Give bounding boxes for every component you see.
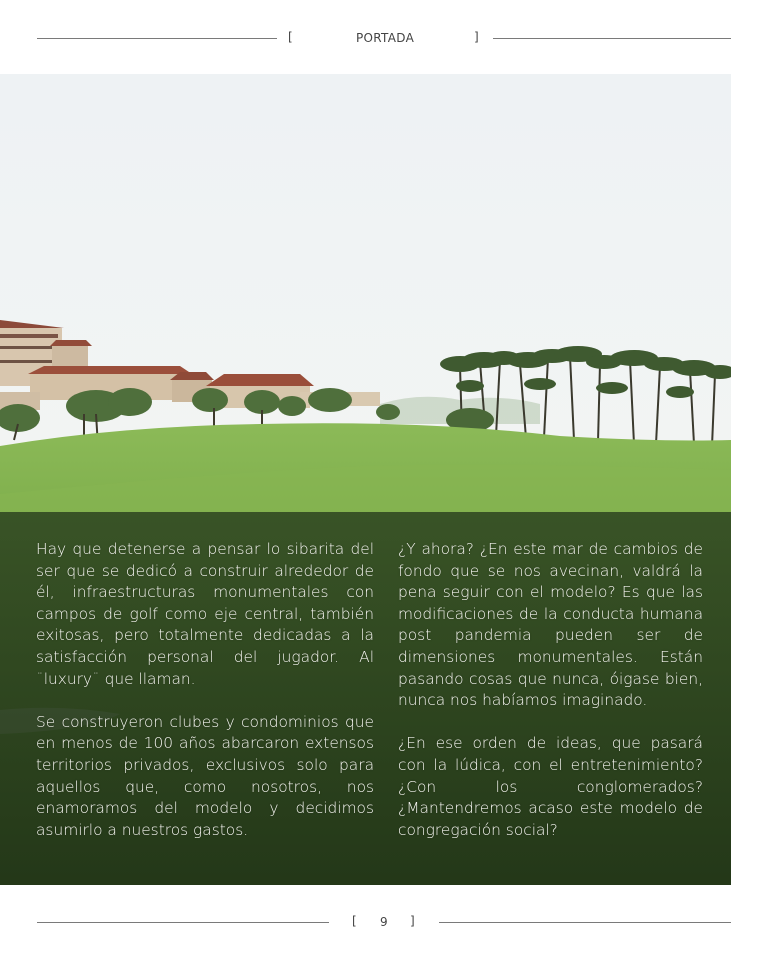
header-bracket-right: ] [474, 30, 479, 44]
paragraph: ¿En ese orden de ideas, que pasará con la lúdica, con el entretenimiento? ¿Con los conglomerados? ¿Mantendremos acaso este modelo de congregación social? [398, 734, 703, 839]
header-rule-right [493, 38, 731, 39]
footer-bracket-right: ] [410, 914, 415, 928]
page-header [0, 0, 768, 76]
paragraph: Se construyeron clubes y condominios que en menos de 100 años abarcaron extensos territorios privados, exclusivos solo para aquellos que, como nosotros, nos enamoramos del modelo y decidimos asumirlo a nuestros gastos. [36, 712, 374, 839]
page-number: 9 [380, 915, 388, 929]
footer-bracket-left: [ [352, 914, 357, 928]
hero-image [0, 74, 731, 885]
section-title: PORTADA [356, 31, 415, 45]
paragraph: Hay que detenerse a pensar lo sibarita del ser que se dedicó a construir alrededor de él, infraestructuras monumentales con campos de golf como eje central, también exitosas, pero totalmente dedicadas a la satisfacción personal del jugador. Al ¨luxury¨ que llaman. [36, 540, 374, 688]
header-bracket-left: [ [288, 30, 293, 44]
paragraph: ¿Y ahora? ¿En este mar de cambios de fondo que se nos avecinan, valdrá la pena seguir con el modelo? Es que las modificaciones de la conducta humana post pandemia pueden ser de dimensiones monumentales. Están pasando cosas que nunca, óigase bien, nunca nos habíamos imaginado. [398, 540, 703, 710]
header-rule-left [37, 38, 277, 39]
footer-rule-left [37, 922, 329, 923]
footer-rule-right [439, 922, 731, 923]
text-column-right [398, 539, 703, 863]
page-footer [0, 900, 768, 950]
text-column-left [36, 539, 374, 863]
